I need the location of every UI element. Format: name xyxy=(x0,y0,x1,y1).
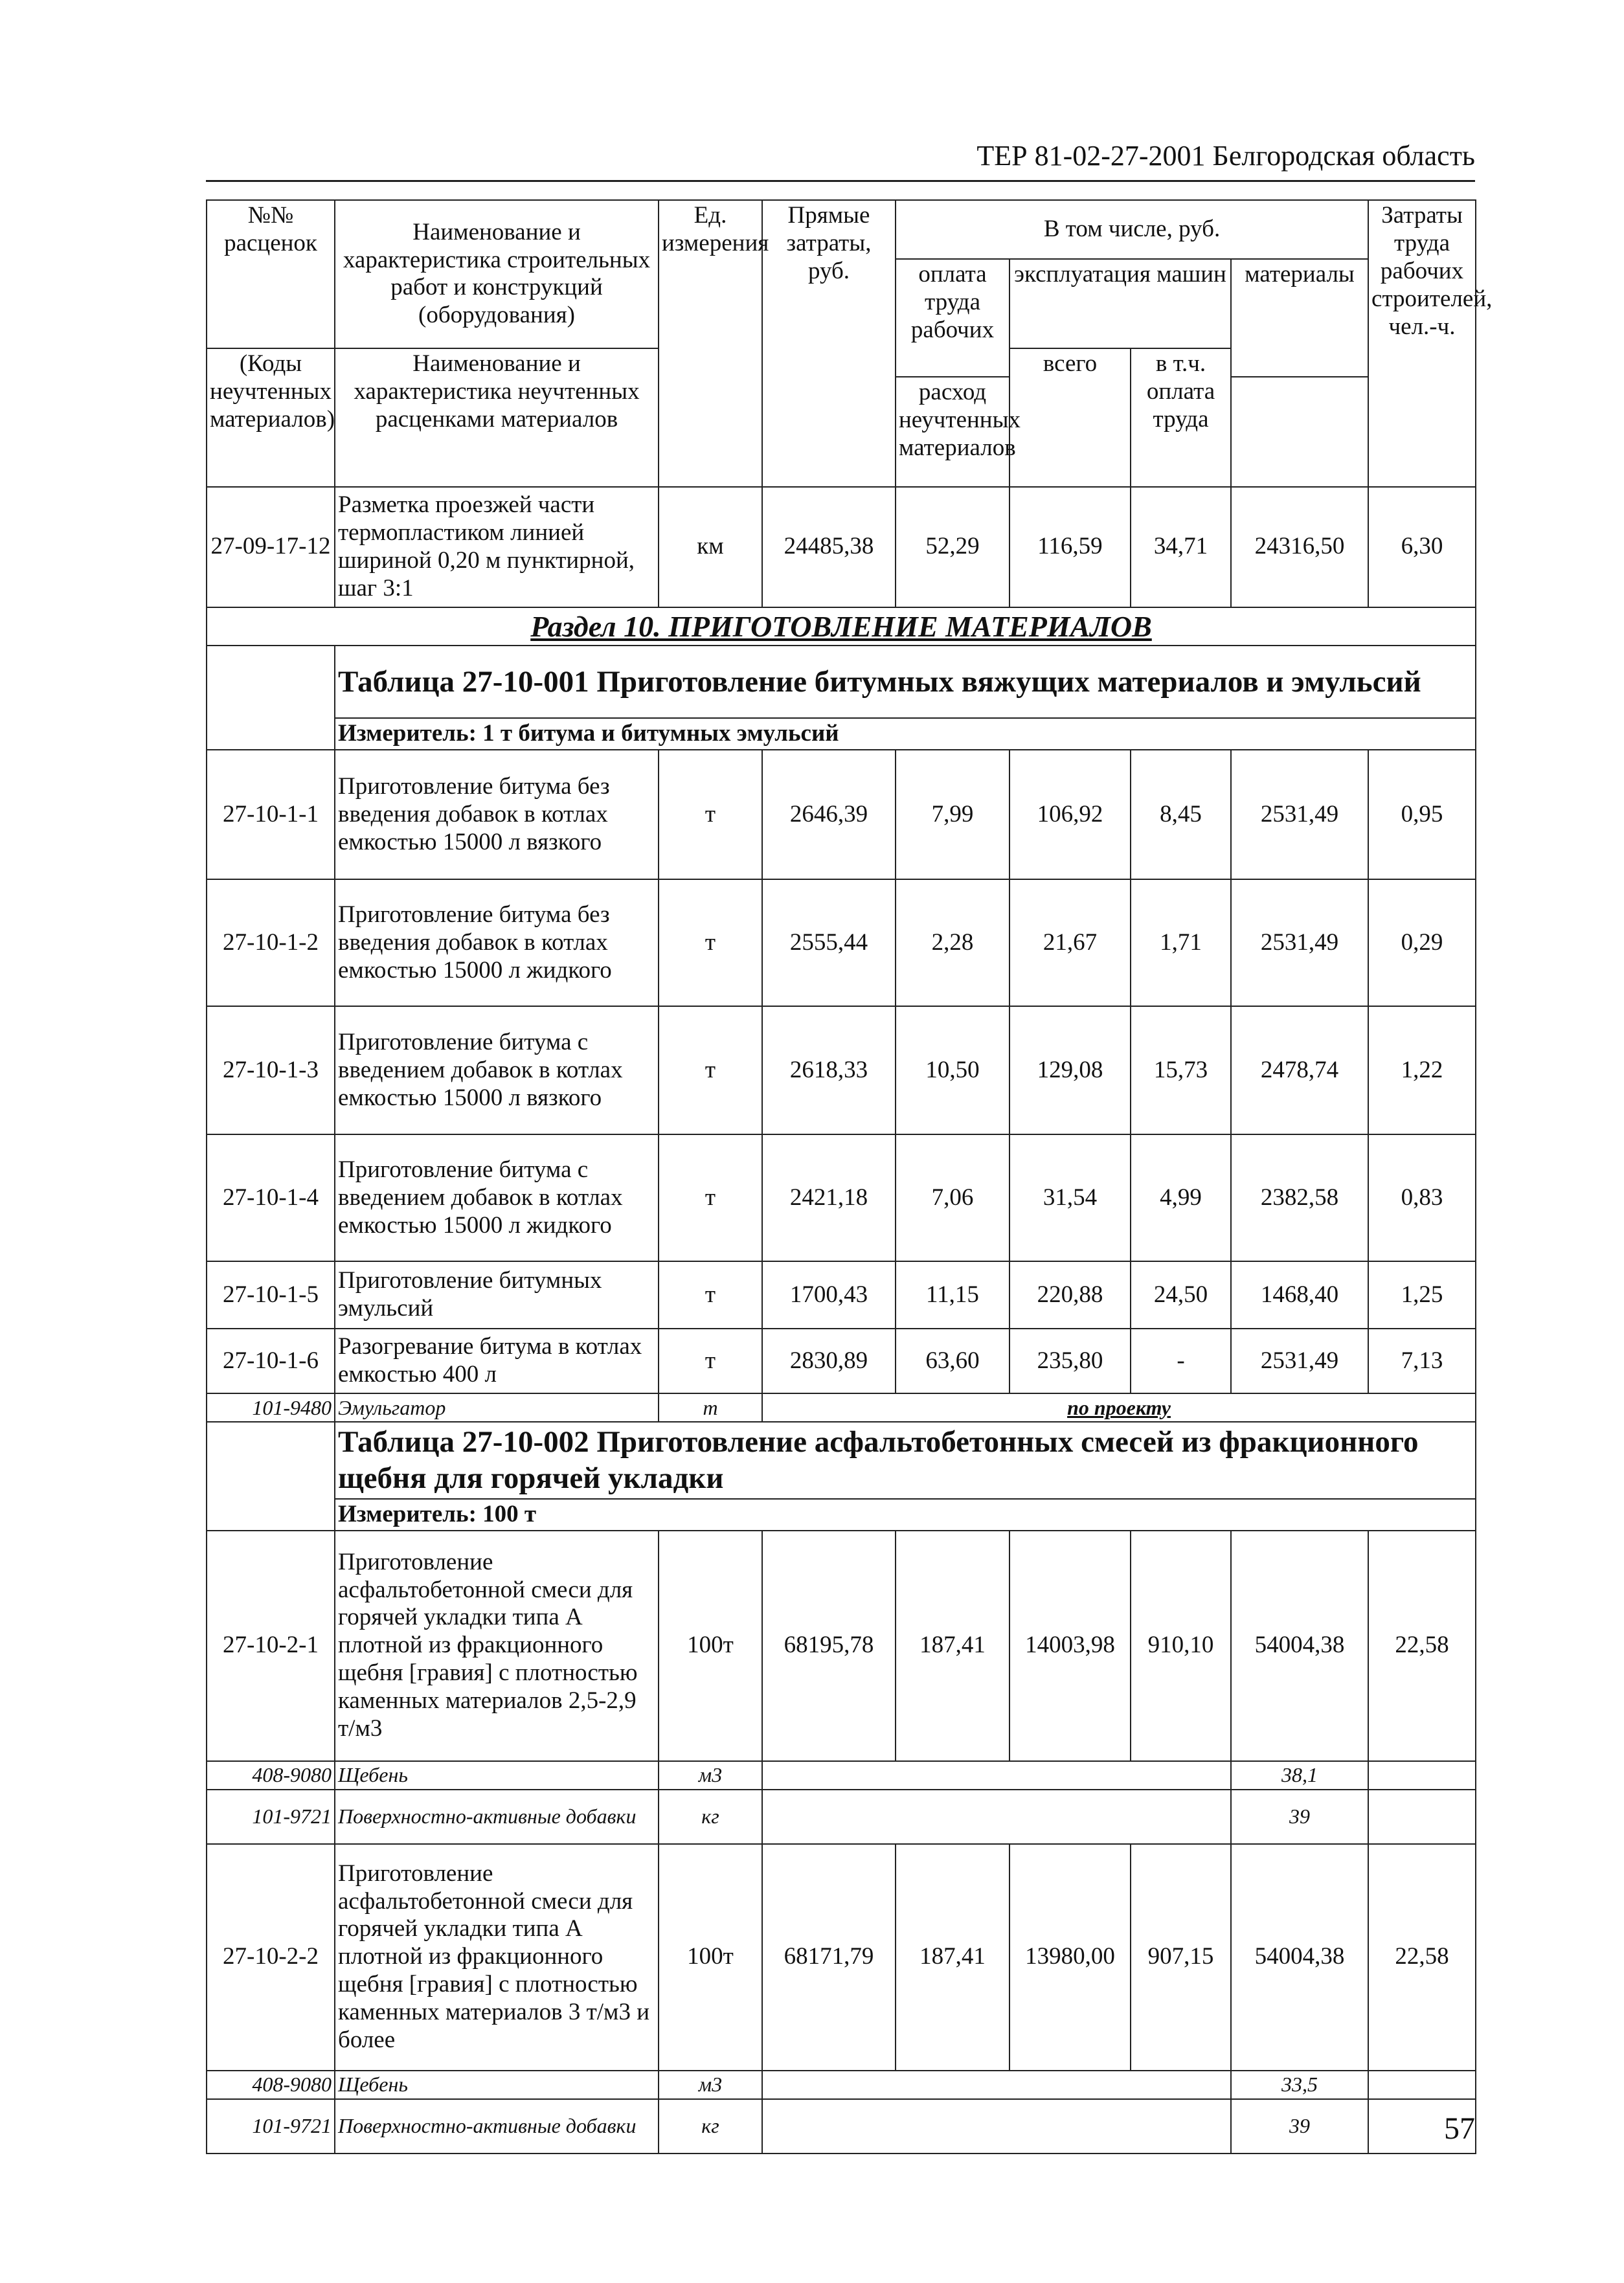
hdr-mach-wages: в т.ч. оплата труда xyxy=(1131,348,1231,487)
material-blank xyxy=(762,1790,1231,1844)
material-labor-blank xyxy=(1368,1790,1476,1844)
hdr-materials-sub: расход неучтенных материалов xyxy=(896,377,1009,487)
row-labor: 7,13 xyxy=(1368,1329,1476,1393)
row-name: Приготовление битума с введением добавок в котлах емкостью 15000 л вязкого xyxy=(335,1006,659,1134)
row-wages: 11,15 xyxy=(896,1261,1009,1329)
hdr-mach-total: всего xyxy=(1009,348,1131,487)
row-unit: т xyxy=(659,1261,762,1329)
material-unit: кг xyxy=(659,2099,762,2154)
row-name: Приготовление битумных эмульсий xyxy=(335,1261,659,1329)
row-wages: 7,99 xyxy=(896,750,1009,879)
row-name: Приготовление битума с введением добавок в котлах емкостью 15000 л жидкого xyxy=(335,1134,659,1261)
row-mach: 106,92 xyxy=(1009,750,1131,879)
row-mach: 129,08 xyxy=(1009,1006,1131,1134)
material-unit: т xyxy=(659,1393,762,1422)
material-code: 408-9080 xyxy=(207,2071,335,2099)
row-mach-w: 24,50 xyxy=(1131,1261,1231,1329)
row-mat: 2531,49 xyxy=(1231,879,1368,1006)
row-mach-w: - xyxy=(1131,1329,1231,1393)
row-wages: 63,60 xyxy=(896,1329,1009,1393)
row-mach-w: 34,71 xyxy=(1131,487,1231,607)
row-name: Разметка проезжей части термопластиком линией шириной 0,20 м пунктирной, шаг 3:1 xyxy=(335,487,659,607)
row-wages: 187,41 xyxy=(896,1531,1009,1761)
row-direct: 68195,78 xyxy=(762,1531,896,1761)
hdr-unit: Ед. измерения xyxy=(659,200,762,487)
material-name: Поверхностно-активные добавки xyxy=(335,1790,659,1844)
material-value: 39 xyxy=(1231,1790,1368,1844)
material-name: Щебень xyxy=(335,2071,659,2099)
row-code: 27-10-1-2 xyxy=(207,879,335,1006)
row-wages: 7,06 xyxy=(896,1134,1009,1261)
table1-measure-pad xyxy=(207,718,335,750)
row-mat: 54004,38 xyxy=(1231,1844,1368,2071)
material-blank xyxy=(762,2099,1231,2154)
row-unit: 100т xyxy=(659,1531,762,1761)
row-mach: 31,54 xyxy=(1009,1134,1131,1261)
row-code: 27-10-1-1 xyxy=(207,750,335,879)
material-value: по проекту xyxy=(762,1393,1476,1422)
material-unit: м3 xyxy=(659,1761,762,1790)
material-code: 101-9721 xyxy=(207,2099,335,2154)
row-code: 27-10-2-1 xyxy=(207,1531,335,1761)
material-code: 101-9721 xyxy=(207,1790,335,1844)
hdr-incl: В том числе, руб. xyxy=(896,200,1368,259)
material-name: Щебень xyxy=(335,1761,659,1790)
row-unit: т xyxy=(659,1006,762,1134)
hdr-code: №№ расценок xyxy=(207,200,335,259)
row-direct: 2830,89 xyxy=(762,1329,896,1393)
material-labor-blank xyxy=(1368,2071,1476,2099)
page-number: 57 xyxy=(1444,2111,1475,2146)
row-direct: 24485,38 xyxy=(762,487,896,607)
row-labor: 0,95 xyxy=(1368,750,1476,879)
row-wages: 187,41 xyxy=(896,1844,1009,2071)
row-direct: 2421,18 xyxy=(762,1134,896,1261)
row-name: Приготовление битума без введения добавок в котлах емкостью 15000 л вязкого xyxy=(335,750,659,879)
page-header: ТЕР 81-02-27-2001 Белгородская область xyxy=(976,140,1475,172)
hdr-wages: оплата труда рабочих xyxy=(896,259,1009,377)
row-labor: 22,58 xyxy=(1368,1844,1476,2071)
hdr-machines: эксплуатация машин xyxy=(1009,259,1231,348)
header-rule xyxy=(206,180,1475,182)
row-unit: т xyxy=(659,750,762,879)
row-labor: 0,29 xyxy=(1368,879,1476,1006)
row-unit: т xyxy=(659,1134,762,1261)
material-value: 33,5 xyxy=(1231,2071,1368,2099)
row-mach-w: 1,71 xyxy=(1131,879,1231,1006)
row-mach: 21,67 xyxy=(1009,879,1131,1006)
material-unit: кг xyxy=(659,1790,762,1844)
row-mat: 54004,38 xyxy=(1231,1531,1368,1761)
row-direct: 2618,33 xyxy=(762,1006,896,1134)
material-name: Поверхностно-активные добавки xyxy=(335,2099,659,2154)
table2-measure-pad xyxy=(207,1499,335,1531)
row-mat: 2531,49 xyxy=(1231,1329,1368,1393)
row-code: 27-10-1-3 xyxy=(207,1006,335,1134)
row-mat: 2531,49 xyxy=(1231,750,1368,879)
row-mat: 2382,58 xyxy=(1231,1134,1368,1261)
hdr-direct: Прямые затраты, руб. xyxy=(762,200,896,487)
material-name: Эмульгатор xyxy=(335,1393,659,1422)
row-mach-w: 910,10 xyxy=(1131,1531,1231,1761)
row-mach: 235,80 xyxy=(1009,1329,1131,1393)
material-unit: м3 xyxy=(659,2071,762,2099)
row-code: 27-10-2-2 xyxy=(207,1844,335,2071)
table1-title-pad xyxy=(207,646,335,718)
hdr-name: Наименование и характеристика строительных работ и конструкций (оборудования) xyxy=(335,200,659,348)
section-title: Раздел 10. ПРИГОТОВЛЕНИЕ МАТЕРИАЛОВ xyxy=(207,607,1476,646)
row-mach-w: 4,99 xyxy=(1131,1134,1231,1261)
hdr-materials: материалы xyxy=(1231,259,1368,377)
material-blank xyxy=(762,1761,1231,1790)
row-labor: 0,83 xyxy=(1368,1134,1476,1261)
hdr-name-sub: Наименование и характеристика неучтенных расценками материалов xyxy=(335,348,659,487)
row-mach-w: 907,15 xyxy=(1131,1844,1231,2071)
row-wages: 10,50 xyxy=(896,1006,1009,1134)
row-code: 27-10-1-6 xyxy=(207,1329,335,1393)
row-direct: 1700,43 xyxy=(762,1261,896,1329)
row-mat: 2478,74 xyxy=(1231,1006,1368,1134)
row-direct: 2555,44 xyxy=(762,879,896,1006)
row-labor: 6,30 xyxy=(1368,487,1476,607)
row-direct: 68171,79 xyxy=(762,1844,896,2071)
material-labor-blank xyxy=(1368,1761,1476,1790)
row-code: 27-09-17-12 xyxy=(207,487,335,607)
row-mach: 14003,98 xyxy=(1009,1531,1131,1761)
row-name: Приготовление асфальтобетонной смеси для горячей укладки типа А плотной из фракционного щебня [гравия] с плотностью каменных материалов 3 т/м3 и более xyxy=(335,1844,659,2071)
hdr-labor: Затраты труда рабочих строителей, чел.-ч. xyxy=(1368,200,1476,487)
row-labor: 1,22 xyxy=(1368,1006,1476,1134)
row-unit: 100т xyxy=(659,1844,762,2071)
table1-title: Таблица 27-10-001 Приготовление битумных вяжущих материалов и эмульсий xyxy=(335,646,1476,718)
row-unit: т xyxy=(659,879,762,1006)
row-labor: 22,58 xyxy=(1368,1531,1476,1761)
price-table xyxy=(206,199,1493,2154)
row-mat: 1468,40 xyxy=(1231,1261,1368,1329)
table1-measure: Измеритель: 1 т битума и битумных эмульсий xyxy=(335,718,1476,750)
row-wages: 52,29 xyxy=(896,487,1009,607)
hdr-wages-pad xyxy=(1231,416,1368,487)
row-name: Приготовление асфальтобетонной смеси для горячей укладки типа А плотной из фракционного щебня [гравия] с плотностью каменных материалов 2,5-2,9 т/м3 xyxy=(335,1531,659,1761)
row-name: Разогревание битума в котлах емкостью 400 л xyxy=(335,1329,659,1393)
row-name: Приготовление битума без введения добавок в котлах емкостью 15000 л жидкого xyxy=(335,879,659,1006)
material-value: 39 xyxy=(1231,2099,1368,2154)
hdr-code-sub: (Коды неучтенных материалов) xyxy=(207,348,335,487)
material-code: 101-9480 xyxy=(207,1393,335,1422)
table2-measure: Измеритель: 100 т xyxy=(335,1499,1476,1531)
row-mach: 116,59 xyxy=(1009,487,1131,607)
table2-title-pad xyxy=(207,1422,335,1499)
row-unit: т xyxy=(659,1329,762,1393)
row-labor: 1,25 xyxy=(1368,1261,1476,1329)
row-mach: 13980,00 xyxy=(1009,1844,1131,2071)
hdr-code-pad xyxy=(207,259,335,348)
row-mach-w: 15,73 xyxy=(1131,1006,1231,1134)
row-code: 27-10-1-4 xyxy=(207,1134,335,1261)
row-mach-w: 8,45 xyxy=(1131,750,1231,879)
row-unit: км xyxy=(659,487,762,607)
material-blank xyxy=(762,2071,1231,2099)
row-direct: 2646,39 xyxy=(762,750,896,879)
row-wages: 2,28 xyxy=(896,879,1009,1006)
table2-title: Таблица 27-10-002 Приготовление асфальтобетонных смесей из фракционного щебня для горячей укладки xyxy=(335,1422,1476,1499)
row-code: 27-10-1-5 xyxy=(207,1261,335,1329)
row-mat: 24316,50 xyxy=(1231,487,1368,607)
material-code: 408-9080 xyxy=(207,1761,335,1790)
row-mach: 220,88 xyxy=(1009,1261,1131,1329)
material-value: 38,1 xyxy=(1231,1761,1368,1790)
